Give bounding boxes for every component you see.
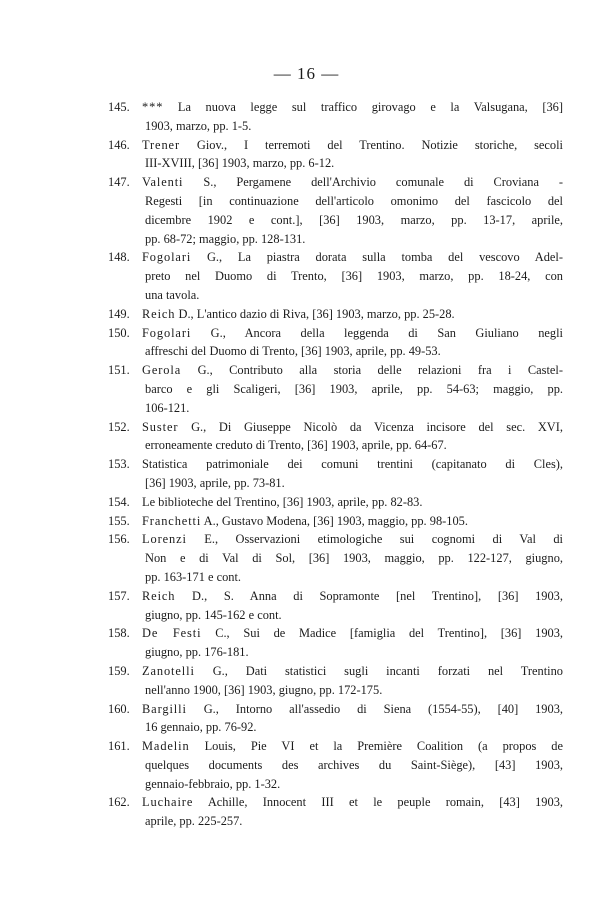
entry-continuation-line: pp. 163-171 e cont. (145, 569, 242, 584)
entry-author: Trener (142, 137, 180, 152)
bibliography-entry (108, 455, 563, 493)
entry-text: S., Pergamene dell'Archivio comunale di Croviana - (203, 175, 563, 190)
entry-text: E., Osservazioni etimologiche sui cognomi di Val di (204, 532, 563, 547)
entry-continuation-line: quelques documents des archives du Saint-Siège), [43] 1903, (145, 757, 563, 772)
bibliography-entry (108, 324, 563, 362)
bibliography-list (108, 98, 563, 831)
entry-continuation-line: Regesti [in continuazione dell'articolo omonimo del fascicolo del (145, 193, 563, 208)
entry-first-line (108, 361, 563, 380)
entry-author: Gerola (142, 363, 182, 378)
bibliography-entry (108, 136, 563, 174)
entry-number: 149. (108, 306, 130, 321)
entry-continuation-line: pp. 68-72; maggio, pp. 128-131. (145, 231, 306, 246)
entry-text: G., Di Giuseppe Nicolò da Vicenza incisore del sec. XVI, (191, 419, 563, 434)
entry-number: 152. (108, 419, 130, 434)
entry-text: G., La piastra dorata sulla tomba del vescovo Adel- (206, 250, 563, 265)
entry-author: Bargilli (142, 701, 187, 716)
bibliography-entry (108, 624, 563, 662)
entry-text: Louis, Pie VI et la Première Coalition (a propos de (204, 739, 563, 754)
entry-continuation-line: barco e gli Scaligeri, [36] 1903, aprile, pp. 54-63; maggio, pp. (145, 381, 563, 396)
entry-continuation-line: erroneamente creduto di Trento, [36] 1903, aprile, pp. 64-67. (145, 438, 447, 453)
entry-text: La nuova legge sul traffico girovago e la Valsugana, [36] (177, 100, 563, 114)
bibliography-entry (108, 662, 563, 700)
entry-number: 162. (108, 795, 130, 810)
entry-continuation-line: dicembre 1902 e cont.], [36] 1903, marzo, pp. 13-17, aprile, (145, 212, 563, 227)
entry-number: 155. (108, 513, 130, 528)
entry-first-line (108, 173, 563, 192)
entry-author: Luchaire (142, 795, 194, 810)
entry-number: 159. (108, 663, 130, 678)
entry-first-line (108, 624, 563, 643)
bibliography-entry (108, 587, 563, 625)
entry-number: 158. (108, 626, 130, 641)
entry-number: 147. (108, 175, 130, 190)
entry-number: 151. (108, 363, 130, 378)
entry-first-line (108, 455, 563, 474)
entry-first-line (108, 662, 563, 681)
entry-number: 156. (108, 532, 130, 547)
entry-continuation-line: aprile, pp. 225-257. (145, 814, 243, 829)
entry-number: 157. (108, 588, 130, 603)
bibliography-entry (108, 418, 563, 456)
entry-number: 154. (108, 494, 130, 509)
entry-continuation-line: 106-121. (145, 400, 190, 415)
entry-text: G., Ancora della leggenda di San Giuliano negli (210, 325, 563, 340)
bibliography-entry (108, 493, 563, 512)
bibliography-entry (108, 530, 563, 586)
bibliography-entry (108, 737, 563, 793)
entry-author: *** (142, 100, 164, 114)
entry-number: 160. (108, 701, 130, 716)
entry-text: D., S. Anna di Sopramonte [nel Trentino], [36] 1903, (192, 588, 563, 603)
entry-author: Lorenzi (142, 532, 187, 547)
entry-first-line (108, 305, 563, 324)
entry-first-line (108, 98, 563, 117)
entry-continuation-line: affreschi del Duomo di Trento, [36] 1903, aprile, pp. 49-53. (145, 344, 441, 359)
entry-number: 145. (108, 100, 130, 114)
bibliography-entry (108, 248, 563, 304)
entry-first-line (108, 324, 563, 343)
entry-text: Giov., I terremoti del Trentino. Notizie storiche, secoli (196, 137, 563, 152)
page-number: — 16 — (273, 64, 340, 83)
entry-number: 153. (108, 457, 130, 472)
entry-continuation-line: giugno, pp. 176-181. (145, 645, 249, 660)
entry-author: Fogolari (142, 250, 192, 265)
entry-text: G., Dati statistici sugli incanti forzati nel Trentino (212, 663, 563, 678)
entry-number: 150. (108, 325, 130, 340)
bibliography-entry (108, 305, 563, 324)
entry-continuation-line: [36] 1903, aprile, pp. 73-81. (145, 475, 285, 490)
entry-first-line (108, 512, 563, 531)
bibliography-entry (108, 512, 563, 531)
entry-continuation-line: nell'anno 1900, [36] 1903, giugno, pp. 172-175. (145, 682, 383, 697)
entry-author: Zanotelli (142, 663, 195, 678)
entry-continuation-line: 16 gennaio, pp. 76-92. (145, 720, 257, 735)
bibliography-entry (108, 700, 563, 738)
entry-number: 146. (108, 137, 130, 152)
entry-author: Franchetti (142, 513, 202, 528)
entry-author: Reich (142, 306, 176, 321)
entry-continuation-line: Non e di Val di Sol, [36] 1903, maggio, pp. 122-127, giugno, (145, 551, 563, 566)
entry-text: Achille, Innocent III et le peuple romain, [43] 1903, (207, 795, 563, 810)
entry-first-line (108, 700, 563, 719)
entry-first-line (108, 737, 563, 756)
bibliography-entry (108, 793, 563, 831)
entry-continuation-line: III-XVIII, [36] 1903, marzo, pp. 6-12. (145, 156, 335, 171)
entry-continuation-line: una tavola. (145, 287, 200, 302)
entry-text: D., L'antico dazio di Riva, [36] 1903, marzo, pp. 25-28. (178, 306, 455, 321)
entry-number: 161. (108, 739, 130, 754)
entry-author: Valenti (142, 175, 184, 190)
entry-number: 148. (108, 250, 130, 265)
entry-first-line (108, 587, 563, 606)
bibliography-entry (108, 98, 563, 136)
entry-author: Fogolari (142, 325, 192, 340)
entry-author: De Festi (142, 626, 202, 641)
entry-text: Statistica patrimoniale dei comuni trentini (capitanato di Cles), (142, 457, 563, 472)
entry-first-line (108, 248, 563, 267)
entry-first-line (108, 418, 563, 437)
entry-first-line (108, 136, 563, 155)
entry-continuation-line: giugno, pp. 145-162 e cont. (145, 607, 282, 622)
bibliography-entry (108, 361, 563, 417)
entry-text: A., Gustavo Modena, [36] 1903, maggio, pp. 98-105. (203, 513, 468, 528)
entry-text: G., Intorno all'assedio di Siena (1554-55), [40] 1903, (203, 701, 563, 716)
entry-author: Suster (142, 419, 179, 434)
entry-first-line (108, 793, 563, 812)
entry-author: Madelin (142, 739, 190, 754)
entry-first-line (108, 493, 563, 512)
entry-continuation-line: preto nel Duomo di Trento, [36] 1903, marzo, pp. 18-24, con (145, 269, 563, 284)
entry-author: Reich (142, 588, 176, 603)
entry-text: C., Sui de Madice [famiglia del Trentino], [36] 1903, (215, 626, 564, 641)
entry-first-line (108, 530, 563, 549)
entry-continuation-line: 1903, marzo, pp. 1-5. (145, 118, 252, 133)
entry-continuation-line: gennaio-febbraio, pp. 1-32. (145, 776, 281, 791)
entry-text: Le biblioteche del Trentino, [36] 1903, aprile, pp. 82-83. (142, 494, 423, 509)
bibliography-entry (108, 173, 563, 248)
entry-text: G., Contributo alla storia delle relazioni fra i Castel- (197, 363, 563, 378)
